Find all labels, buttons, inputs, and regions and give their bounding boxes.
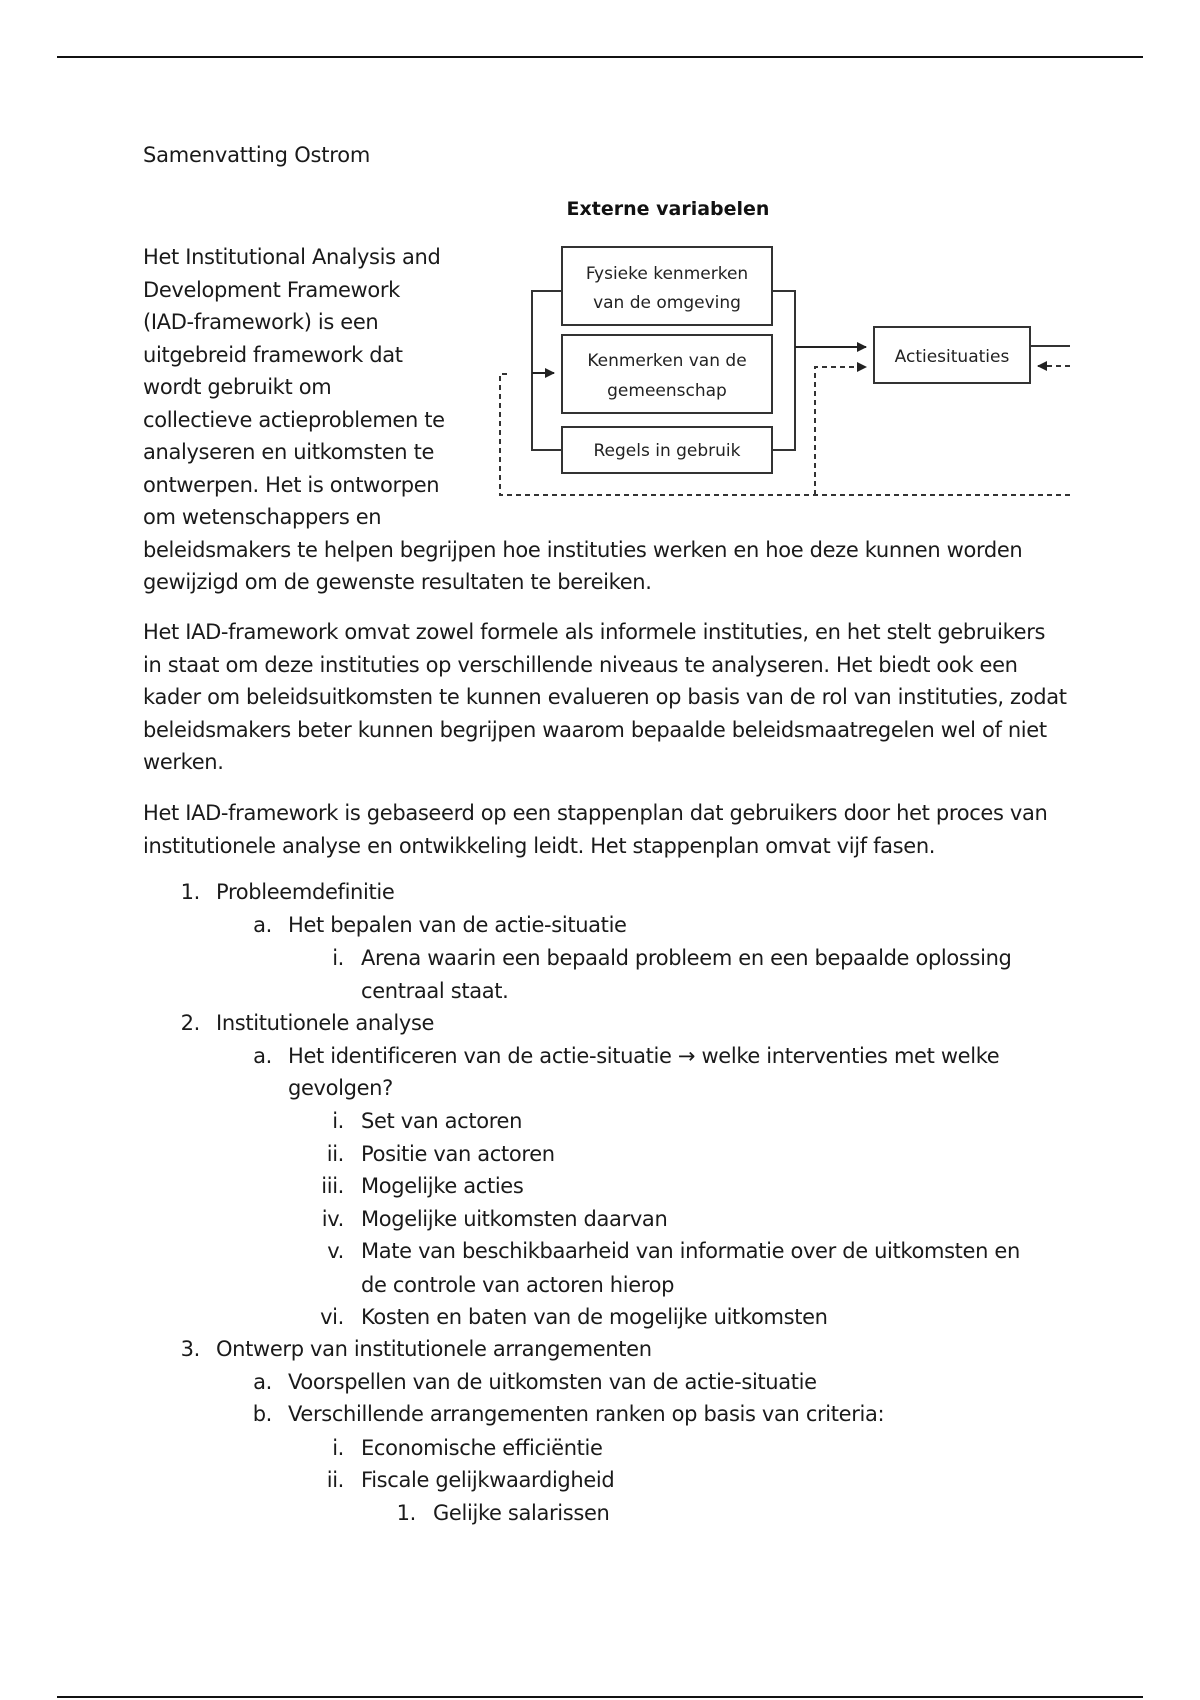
outline-roman: i. — [332, 946, 344, 970]
outline-text: Kosten en baten van de mogelijke uitkomsten — [361, 1305, 828, 1329]
outline-text: Institutionele analyse — [216, 1011, 435, 1035]
intro-line: beleidsmakers te helpen begrijpen hoe instituties werken en hoe deze kunnen worden — [143, 537, 1023, 562]
outline-roman: ii. — [326, 1142, 344, 1166]
intro-line: Development Framework — [143, 277, 400, 302]
box2-line1: Kenmerken van de — [587, 351, 747, 371]
intro-line: (IAD-framework) is een — [143, 310, 379, 334]
outline-text: de controle van actoren hierop — [361, 1273, 675, 1297]
outline-letter: a. — [253, 913, 272, 937]
intro-line: gewijzigd om de gewenste resultaten te bereiken. — [143, 570, 652, 594]
outline-text: Set van actoren — [361, 1109, 523, 1133]
outline-text: Het bepalen van de actie-situatie — [288, 913, 627, 937]
outline-text: Gelijke salarissen — [433, 1501, 610, 1525]
intro-line: Het Institutional Analysis and — [143, 245, 441, 269]
outline-text: Positie van actoren — [361, 1142, 555, 1166]
intro-paragraph — [143, 241, 1068, 599]
intro-line: uitgebreid framework dat — [143, 342, 403, 367]
outline-text: Probleemdefinitie — [216, 880, 395, 904]
paragraph-2: Het IAD-framework omvat zowel formele als informele instituties, en het stelt gebruikers in staat om deze instituties op verschillende niveaus te analyseren. Het biedt ook een kader om beleidsuitkomsten te kunnen evalueren op basis van de rol van instituties, zodat beleidsmakers beter kunnen begrijpen waarom bepaalde beleidsmaatregelen wel of niet werken. — [143, 620, 1067, 774]
outline-text: Economische efficiëntie — [361, 1436, 603, 1460]
outline-text: Arena waarin een bepaald probleem en een bepaalde oplossing — [361, 946, 1012, 970]
outline-text: Voorspellen van de uitkomsten van de actie-situatie — [288, 1370, 817, 1394]
outline-text: Ontwerp van institutionele arrangementen — [216, 1337, 652, 1361]
outline-text: centraal staat. — [361, 979, 509, 1003]
outline-letter: b. — [252, 1402, 272, 1426]
box2-line2: gemeenschap — [607, 381, 727, 401]
box1-line1: Fysieke kenmerken — [585, 264, 749, 284]
outline-number: 3. — [180, 1337, 200, 1361]
intro-line: ontwerpen. Het is ontworpen — [143, 472, 440, 497]
outline-number: 1. — [180, 880, 200, 904]
outline-roman: v. — [327, 1239, 344, 1263]
outline-roman: iv. — [321, 1207, 344, 1231]
outline-number: 1. — [396, 1501, 416, 1525]
outline-text: Fiscale gelijkwaardigheid — [361, 1468, 615, 1492]
outline-roman: i. — [332, 1109, 344, 1133]
outline-roman: ii. — [326, 1468, 344, 1492]
outline-text: Verschillende arrangementen ranken op basis van criteria: — [288, 1402, 885, 1426]
intro-line: wordt gebruikt om — [143, 375, 332, 399]
header-rule — [57, 56, 1143, 58]
intro-line: analyseren en uitkomsten te — [143, 440, 435, 464]
intro-line: collectieve actieproblemen te — [143, 407, 445, 432]
document-title: Samenvatting Ostrom — [143, 143, 371, 167]
box3-label: Regels in gebruik — [593, 441, 741, 461]
outline-roman: vi. — [320, 1305, 344, 1329]
outline-number: 2. — [180, 1011, 200, 1035]
outline-text: Mogelijke acties — [361, 1174, 524, 1198]
outline-roman: iii. — [321, 1174, 344, 1198]
box1-line2: van de omgeving — [593, 293, 741, 313]
outline-text: Mogelijke uitkomsten daarvan — [361, 1207, 668, 1231]
paragraph-3: Het IAD-framework is gebaseerd op een stappenplan dat gebruikers door het proces van institutionele analyse en ontwikkeling leidt. Het stappenplan omvat vijf fasen. — [143, 801, 1048, 858]
diagram-heading: Externe variabelen — [566, 198, 770, 220]
outline-text: Het identificeren van de actie-situatie → welke interventies met welke — [288, 1044, 1000, 1068]
outline-text: Mate van beschikbaarheid van informatie over de uitkomsten en — [361, 1239, 1020, 1263]
outline-letter: a. — [253, 1044, 272, 1068]
outline-text: gevolgen? — [288, 1076, 393, 1100]
box4-label: Actiesituaties — [894, 347, 1010, 367]
outline-letter: a. — [253, 1370, 272, 1394]
footer-rule — [57, 1696, 1143, 1698]
outline-roman: i. — [332, 1436, 344, 1460]
intro-line: om wetenschappers en — [143, 505, 382, 529]
